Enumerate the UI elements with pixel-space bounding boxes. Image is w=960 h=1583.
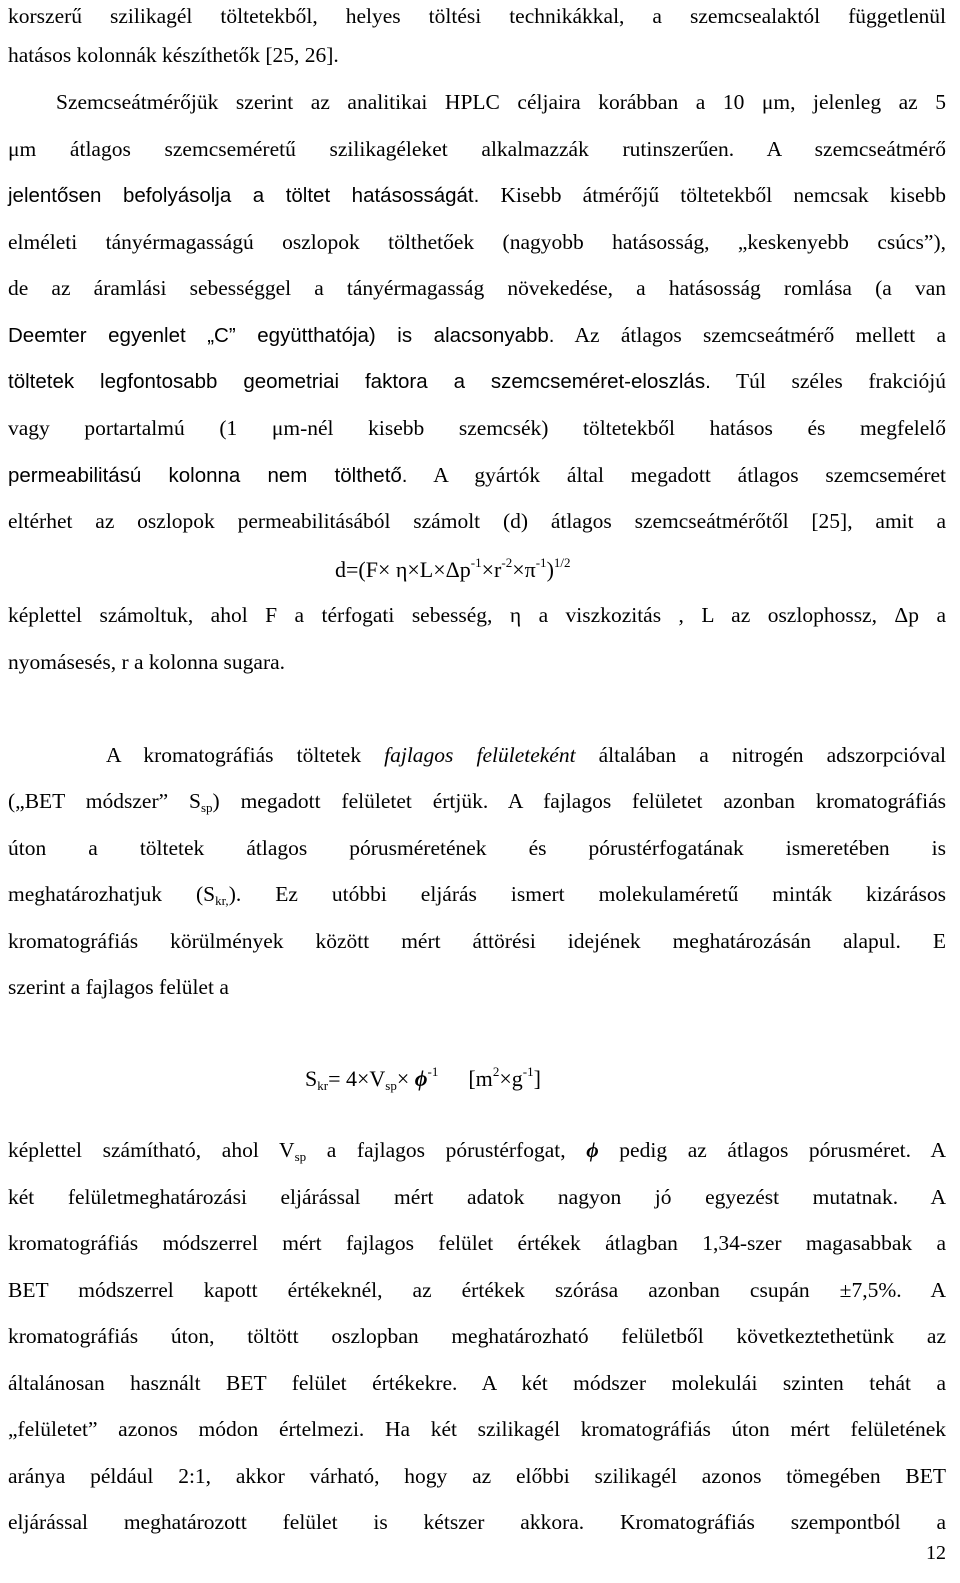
text-line: eljárással meghatározott felület is kétszer akkora. Kromatográfiás szempontból a [8,1510,946,1534]
phi-symbol: ϕ [414,1066,428,1091]
equation-specific-surface: $S_{kr}= 4\times V_{sp}\times \phi^{-1}$ $[m^2\times g^{-1}]$ [305,1064,541,1093]
text-line: két felületmeghatározási eljárással mért adatok nagyon jó egyezést mutatnak. A [8,1185,946,1209]
text-span: Deemter egyenlet „C” együtthatója) is alacsonyabb. [8,324,555,347]
text-line: eltérhet az oszlopok permeabilitásából számolt (d) átlagos szemcseátmérőtől [25], amit a [8,509,946,533]
text-line: A kromatográfiás töltetek fajlagos felületeként általában a nitrogén adszorpcióval [106,743,946,767]
text-line: vagy portartalmú (1 μm-nél kisebb szemcsék) töltetekből hatásos és megfelelő [8,416,946,440]
text-span: Kisebb átmérőjű töltetekből nemcsak kisebb [479,183,946,207]
text-line: hatásos kolonnák készíthetők [25, 26]. [8,43,339,67]
text-line: meghatározhatjuk $(S_{kr,})$. Ez utóbbi eljárás ismert molekulaméretű minták kizárásos [8,882,946,908]
text-line: nyomásesés, r a kolonna sugara. [8,650,286,674]
text-line: képlettel számoltuk, ahol F a térfogati sebesség, η a viszkozitás , L az oszlophossz, Δp a [8,603,946,627]
equation-permeability-diameter: $d=(F\times \eta\times L\times\Delta p^{-1}\times r^{-2}\times\pi^{-1})^{1/2}$ [335,555,571,582]
italic-term: fajlagos felületeként [384,743,576,767]
text-line [8,321,946,349]
text-line: kromatográfiás úton, töltött oszlopban meghatározható felületből következtethetünk az [8,1324,946,1348]
text-line: korszerű szilikagél töltetekből, helyes töltési technikákkal, a szemcsealaktól függetlenül [8,4,946,28]
text-line: kromatográfiás körülmények között mért áttörési idejének meghatározásán alapul. E [8,929,946,953]
text-span: Az átlagos szemcseátmérő mellett a [554,323,946,347]
text-line: képlettel számítható, ahol $V_{sp}$ a fajlagos pórustérfogat, ϕ pedig az átlagos pórusméret. A [8,1138,946,1164]
text-line: kromatográfiás módszerrel mért fajlagos felület értékek átlagban 1,34-szer magasabbak a [8,1231,946,1255]
text-line: Szemcseátmérőjük szerint az analitikai HPLC céljaira korábban a 10 μm, jelenleg az 5 [56,90,946,114]
text-span: töltetek legfontosabb geometriai faktora a szemcseméret-eloszlás. [8,370,711,393]
text-line: („BET módszer” $S_{sp}$) megadott felületet értjük. A fajlagos felületet azonban kromatográfiás [8,789,946,815]
text-line: BET módszerrel kapott értékeknél, az értékek szórása azonban csupán ±7,5%. A [8,1278,946,1302]
text-line: általánosan használt BET felület értékekre. A két módszer molekulái szinten tehát a [8,1371,946,1395]
text-line [8,181,946,209]
text-span: Túl széles frakciójú [710,369,946,393]
text-line: szerint a fajlagos felület a [8,975,229,999]
text-line: elméleti tányérmagasságú oszlopok tölthetőek (nagyobb hatásosság, „keskenyebb csúcs”), [8,230,946,254]
text-span: permeabilitású kolonna nem tölthető. [8,464,408,487]
text-line: de az áramlási sebességgel a tányérmagasság növekedése, a hatásosság romlása (a van [8,276,946,300]
text-line: „felületet” azonos módon értelmezi. Ha két szilikagél kromatográfiás úton mért felületének [8,1417,946,1441]
text-line [8,461,946,489]
text-line: aránya például 2:1, akkor várható, hogy az előbbi szilikagél azonos tömegében BET [8,1464,946,1488]
text-line [8,367,946,395]
text-line: μm átlagos szemcseméretű szilikagéleket alkalmazzák rutinszerűen. A szemcseátmérő [8,137,946,161]
text-span: A gyártók által megadott átlagos szemcseméret [407,463,947,487]
text-line: úton a töltetek átlagos pórusméretének és pórustérfogatának ismeretében is [8,836,946,860]
page-number: 12 [926,1542,946,1564]
phi-symbol: ϕ [586,1138,599,1162]
text-span: jelentősen befolyásolja a töltet hatásosságát. [8,184,480,207]
